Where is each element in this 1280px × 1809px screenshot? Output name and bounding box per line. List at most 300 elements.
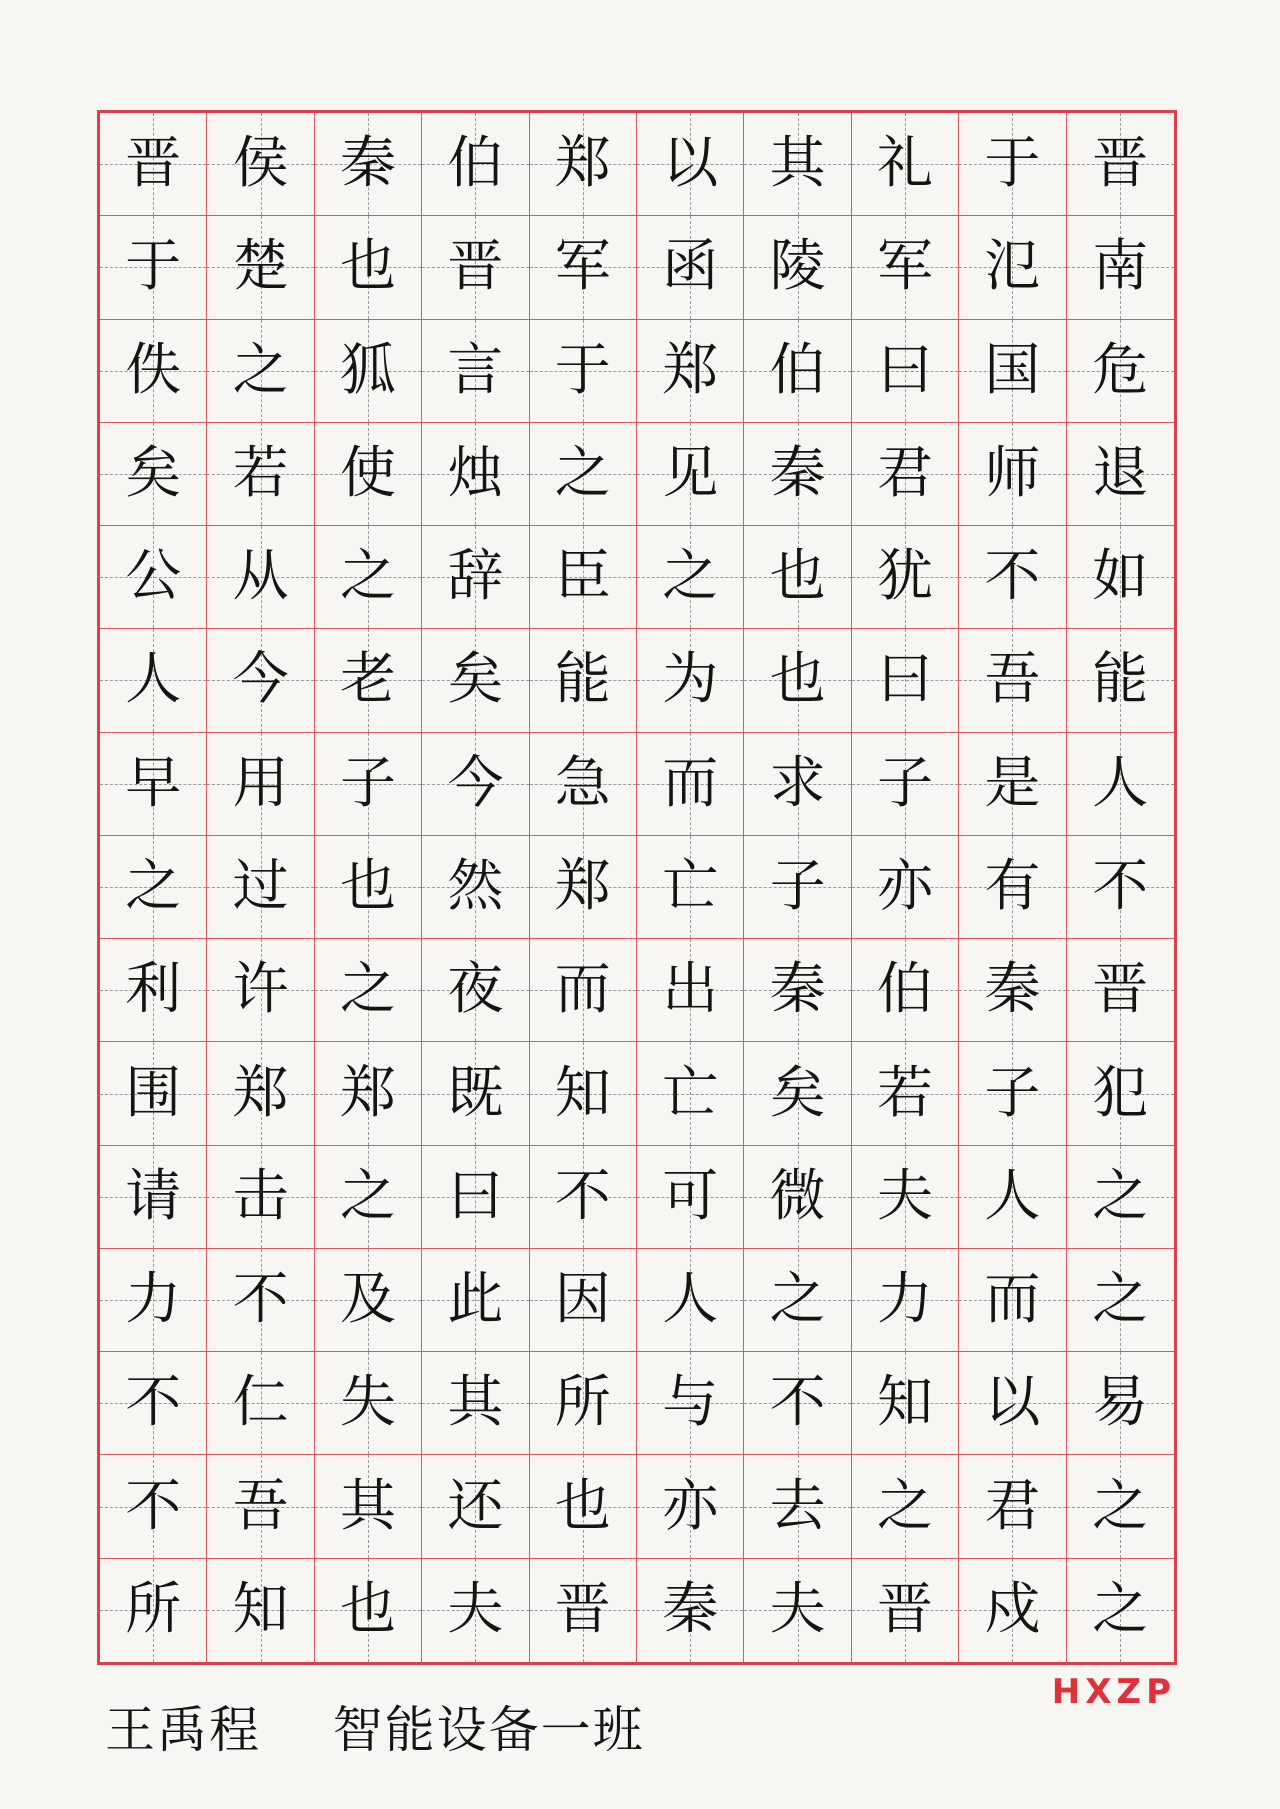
handwritten-character: 不 xyxy=(554,1163,611,1229)
handwritten-character: 之 xyxy=(554,440,611,506)
handwritten-character: 子 xyxy=(339,750,396,816)
grid-cell xyxy=(959,836,1066,939)
grid-cell xyxy=(1067,216,1174,319)
handwritten-character: 微 xyxy=(769,1163,826,1229)
grid-cell xyxy=(637,1042,744,1145)
handwritten-character: 军 xyxy=(876,234,933,300)
handwritten-character: 早 xyxy=(125,750,182,816)
handwritten-character: 亦 xyxy=(876,853,933,919)
grid-cell xyxy=(959,526,1066,629)
grid-cell xyxy=(637,1352,744,1455)
grid-cell xyxy=(315,629,422,732)
handwritten-character: 秦 xyxy=(984,957,1041,1023)
grid-cell xyxy=(422,1249,529,1352)
handwritten-character: 其 xyxy=(339,1473,396,1539)
handwritten-character: 还 xyxy=(447,1473,504,1539)
grid-cell xyxy=(1067,1455,1174,1558)
handwritten-character: 礼 xyxy=(876,131,933,197)
handwritten-character: 不 xyxy=(125,1370,182,1436)
grid-cell xyxy=(744,1352,851,1455)
handwritten-character: 伯 xyxy=(769,337,826,403)
handwritten-character: 请 xyxy=(125,1163,182,1229)
handwritten-character: 求 xyxy=(769,750,826,816)
handwritten-character: 郑 xyxy=(232,1060,289,1126)
grid-cell xyxy=(852,423,959,526)
grid-cell xyxy=(959,1146,1066,1249)
handwritten-character: 不 xyxy=(984,544,1041,610)
grid-cell xyxy=(959,1559,1066,1662)
grid-cell xyxy=(744,1249,851,1352)
grid-cell xyxy=(100,320,207,423)
handwritten-character: 之 xyxy=(125,853,182,919)
handwritten-character: 也 xyxy=(339,1577,396,1643)
handwritten-character: 之 xyxy=(1092,1163,1149,1229)
grid-cell xyxy=(315,1249,422,1352)
grid-cell xyxy=(1067,733,1174,836)
handwritten-character: 吾 xyxy=(984,647,1041,713)
grid-cell xyxy=(207,733,314,836)
grid-cell xyxy=(637,1559,744,1662)
handwritten-character: 有 xyxy=(984,853,1041,919)
handwritten-character: 使 xyxy=(339,440,396,506)
handwritten-character: 子 xyxy=(876,750,933,816)
grid-cell xyxy=(207,1146,314,1249)
grid-cell xyxy=(1067,526,1174,629)
handwritten-character: 老 xyxy=(339,647,396,713)
grid-cell xyxy=(207,1455,314,1558)
grid-cell xyxy=(530,836,637,939)
handwritten-character: 以 xyxy=(984,1370,1041,1436)
grid-cell xyxy=(959,1249,1066,1352)
handwritten-character: 曰 xyxy=(876,647,933,713)
handwritten-character: 此 xyxy=(447,1267,504,1333)
handwritten-character: 力 xyxy=(125,1267,182,1333)
grid-cell xyxy=(637,1455,744,1558)
handwritten-character: 其 xyxy=(447,1370,504,1436)
handwritten-character: 也 xyxy=(554,1473,611,1539)
handwritten-character: 晋 xyxy=(125,131,182,197)
grid-cell xyxy=(207,629,314,732)
grid-cell xyxy=(100,216,207,319)
grid-cell xyxy=(637,733,744,836)
grid-cell xyxy=(744,526,851,629)
handwritten-character: 急 xyxy=(554,750,611,816)
handwritten-character: 若 xyxy=(232,440,289,506)
author-name: 王禹程 xyxy=(105,1701,261,1759)
handwritten-character: 围 xyxy=(125,1060,182,1126)
handwritten-character: 为 xyxy=(662,647,719,713)
grid-cell xyxy=(852,216,959,319)
grid-cell xyxy=(422,1146,529,1249)
grid-cell xyxy=(1067,1042,1174,1145)
grid-cell xyxy=(637,320,744,423)
grid-cell xyxy=(959,216,1066,319)
handwritten-character: 秦 xyxy=(769,957,826,1023)
grid-cell xyxy=(637,836,744,939)
grid-cell xyxy=(1067,423,1174,526)
handwritten-character: 所 xyxy=(125,1577,182,1643)
grid-cell xyxy=(100,526,207,629)
grid-cell xyxy=(315,320,422,423)
handwritten-character: 陵 xyxy=(769,234,826,300)
handwritten-character: 利 xyxy=(125,957,182,1023)
grid-cell xyxy=(852,1042,959,1145)
handwritten-character: 之 xyxy=(1092,1473,1149,1539)
grid-cell xyxy=(852,939,959,1042)
grid-cell xyxy=(744,1559,851,1662)
grid-cell xyxy=(530,1146,637,1249)
grid-cell xyxy=(100,1455,207,1558)
handwritten-character: 退 xyxy=(1092,440,1149,506)
handwritten-character: 人 xyxy=(125,647,182,713)
handwritten-character: 辞 xyxy=(447,544,504,610)
handwritten-character: 夫 xyxy=(769,1577,826,1643)
grid-cell xyxy=(530,1559,637,1662)
handwritten-character: 过 xyxy=(232,853,289,919)
handwritten-character: 可 xyxy=(662,1163,719,1229)
grid-cell xyxy=(530,1352,637,1455)
handwritten-character: 伯 xyxy=(876,957,933,1023)
grid-cell xyxy=(637,939,744,1042)
grid-cell xyxy=(959,320,1066,423)
grid-cell xyxy=(315,939,422,1042)
signature-gap xyxy=(261,1701,333,1759)
grid-cell xyxy=(207,423,314,526)
handwritten-character: 而 xyxy=(554,957,611,1023)
grid-cell xyxy=(100,733,207,836)
grid-cell xyxy=(744,1455,851,1558)
handwritten-character: 不 xyxy=(232,1267,289,1333)
grid-cell xyxy=(1067,1146,1174,1249)
grid-cell xyxy=(852,1146,959,1249)
handwritten-character: 能 xyxy=(554,647,611,713)
grid-cell xyxy=(530,526,637,629)
handwritten-character: 也 xyxy=(769,647,826,713)
grid-cell xyxy=(1067,1249,1174,1352)
grid-cell xyxy=(959,733,1066,836)
handwritten-character: 郑 xyxy=(339,1060,396,1126)
grid-cell xyxy=(959,423,1066,526)
grid-cell xyxy=(1067,113,1174,216)
handwritten-character: 亡 xyxy=(662,853,719,919)
brand-watermark: HXZP xyxy=(1051,1672,1176,1712)
handwritten-character: 于 xyxy=(984,131,1041,197)
grid-cell xyxy=(852,629,959,732)
grid-cell xyxy=(744,836,851,939)
grid-cell xyxy=(744,733,851,836)
grid-cell xyxy=(530,423,637,526)
handwritten-character: 佚 xyxy=(125,337,182,403)
handwritten-character: 之 xyxy=(1092,1267,1149,1333)
handwritten-character: 臣 xyxy=(554,544,611,610)
author-class: 智能设备一班 xyxy=(332,1701,645,1759)
handwritten-character: 晋 xyxy=(554,1577,611,1643)
handwritten-character: 亡 xyxy=(662,1060,719,1126)
handwritten-character: 其 xyxy=(769,131,826,197)
grid-cell xyxy=(1067,836,1174,939)
grid-cell xyxy=(315,836,422,939)
grid-cell xyxy=(207,836,314,939)
handwritten-character: 言 xyxy=(447,337,504,403)
handwritten-character: 之 xyxy=(339,544,396,610)
handwritten-character: 仁 xyxy=(232,1370,289,1436)
grid-cell xyxy=(100,1352,207,1455)
grid-cell xyxy=(207,320,314,423)
handwritten-character: 矣 xyxy=(447,647,504,713)
grid-cell xyxy=(422,836,529,939)
handwritten-character: 矣 xyxy=(125,440,182,506)
handwritten-character: 知 xyxy=(232,1577,289,1643)
handwritten-character: 知 xyxy=(876,1370,933,1436)
grid-cell xyxy=(637,216,744,319)
grid-cell xyxy=(207,1249,314,1352)
handwritten-character: 矣 xyxy=(769,1060,826,1126)
grid-cell xyxy=(100,113,207,216)
handwritten-character: 晋 xyxy=(1092,131,1149,197)
handwritten-character: 人 xyxy=(1092,750,1149,816)
grid-cell xyxy=(637,629,744,732)
handwritten-character: 失 xyxy=(339,1370,396,1436)
character-grid xyxy=(100,113,1174,1662)
handwritten-character: 国 xyxy=(984,337,1041,403)
grid-cell xyxy=(530,733,637,836)
grid-cell xyxy=(530,113,637,216)
handwritten-character: 用 xyxy=(232,750,289,816)
grid-cell xyxy=(100,836,207,939)
grid-cell xyxy=(100,1249,207,1352)
handwritten-character: 危 xyxy=(1092,337,1149,403)
grid-cell xyxy=(852,1559,959,1662)
grid-cell xyxy=(422,216,529,319)
grid-cell xyxy=(422,423,529,526)
handwritten-character: 知 xyxy=(554,1060,611,1126)
handwritten-character: 之 xyxy=(339,957,396,1023)
grid-cell xyxy=(422,939,529,1042)
grid-cell xyxy=(422,1559,529,1662)
grid-cell xyxy=(637,526,744,629)
grid-cell xyxy=(422,526,529,629)
handwritten-character: 晋 xyxy=(447,234,504,300)
grid-cell xyxy=(100,423,207,526)
handwritten-character: 若 xyxy=(876,1060,933,1126)
grid-cell xyxy=(959,113,1066,216)
handwritten-character: 子 xyxy=(984,1060,1041,1126)
handwritten-character: 也 xyxy=(769,544,826,610)
handwritten-character: 与 xyxy=(662,1370,719,1436)
handwritten-character: 去 xyxy=(769,1473,826,1539)
grid-cell xyxy=(100,1559,207,1662)
grid-cell xyxy=(852,836,959,939)
handwritten-character: 晋 xyxy=(1092,957,1149,1023)
grid-cell xyxy=(530,320,637,423)
grid-cell xyxy=(744,1042,851,1145)
handwritten-character: 楚 xyxy=(232,234,289,300)
handwritten-character: 侯 xyxy=(232,131,289,197)
handwritten-character: 许 xyxy=(232,957,289,1023)
grid-cell xyxy=(207,113,314,216)
grid-cell xyxy=(744,423,851,526)
grid-cell xyxy=(744,113,851,216)
grid-cell xyxy=(422,1042,529,1145)
handwritten-character: 之 xyxy=(769,1267,826,1333)
grid-cell xyxy=(852,320,959,423)
grid-cell xyxy=(744,939,851,1042)
handwritten-character: 秦 xyxy=(339,131,396,197)
grid-cell xyxy=(422,113,529,216)
handwritten-character: 南 xyxy=(1092,234,1149,300)
grid-cell xyxy=(100,1042,207,1145)
grid-cell xyxy=(100,1146,207,1249)
handwritten-character: 秦 xyxy=(769,440,826,506)
grid-cell xyxy=(207,1042,314,1145)
handwritten-character: 夫 xyxy=(876,1163,933,1229)
handwritten-character: 戍 xyxy=(984,1577,1041,1643)
grid-cell xyxy=(530,629,637,732)
handwritten-character: 郑 xyxy=(554,131,611,197)
handwritten-character: 亦 xyxy=(662,1473,719,1539)
grid-cell xyxy=(852,1249,959,1352)
handwritten-character: 能 xyxy=(1092,647,1149,713)
grid-cell xyxy=(959,1042,1066,1145)
handwritten-character: 然 xyxy=(447,853,504,919)
grid-cell xyxy=(315,423,422,526)
handwritten-character: 之 xyxy=(339,1163,396,1229)
handwritten-character: 人 xyxy=(662,1267,719,1333)
grid-cell xyxy=(315,1559,422,1662)
handwritten-character: 师 xyxy=(984,440,1041,506)
handwritten-character: 易 xyxy=(1092,1370,1149,1436)
handwritten-character: 郑 xyxy=(554,853,611,919)
grid-cell xyxy=(530,1455,637,1558)
handwritten-character: 如 xyxy=(1092,544,1149,610)
grid-cell xyxy=(852,1455,959,1558)
handwritten-character: 是 xyxy=(984,750,1041,816)
handwritten-character: 也 xyxy=(339,234,396,300)
grid-cell xyxy=(315,733,422,836)
grid-cell xyxy=(1067,1559,1174,1662)
handwritten-character: 于 xyxy=(125,234,182,300)
grid-cell xyxy=(1067,629,1174,732)
calligraphy-grid-sheet xyxy=(97,110,1177,1665)
grid-cell xyxy=(959,939,1066,1042)
handwritten-character: 郑 xyxy=(662,337,719,403)
handwritten-character: 而 xyxy=(662,750,719,816)
grid-cell xyxy=(959,1352,1066,1455)
grid-cell xyxy=(422,629,529,732)
handwritten-character: 犹 xyxy=(876,544,933,610)
grid-cell xyxy=(315,1146,422,1249)
handwritten-character: 曰 xyxy=(876,337,933,403)
grid-cell xyxy=(100,939,207,1042)
grid-cell xyxy=(637,1249,744,1352)
handwritten-character: 不 xyxy=(769,1370,826,1436)
grid-cell xyxy=(744,629,851,732)
handwritten-character: 公 xyxy=(125,544,182,610)
grid-cell xyxy=(422,320,529,423)
handwritten-character: 君 xyxy=(984,1473,1041,1539)
handwritten-character: 之 xyxy=(876,1473,933,1539)
grid-cell xyxy=(744,320,851,423)
handwritten-character: 吾 xyxy=(232,1473,289,1539)
grid-cell xyxy=(744,1146,851,1249)
grid-cell xyxy=(315,216,422,319)
handwritten-character: 晋 xyxy=(876,1577,933,1643)
handwritten-character: 氾 xyxy=(984,234,1041,300)
handwritten-character: 之 xyxy=(662,544,719,610)
grid-cell xyxy=(1067,320,1174,423)
handwritten-character: 之 xyxy=(232,337,289,403)
handwritten-character: 从 xyxy=(232,544,289,610)
grid-cell xyxy=(530,1249,637,1352)
grid-cell xyxy=(959,1455,1066,1558)
grid-cell xyxy=(207,1352,314,1455)
grid-cell xyxy=(530,1042,637,1145)
grid-cell xyxy=(744,216,851,319)
handwritten-character: 所 xyxy=(554,1370,611,1436)
handwritten-character: 伯 xyxy=(447,131,504,197)
handwritten-character: 犯 xyxy=(1092,1060,1149,1126)
handwritten-character: 及 xyxy=(339,1267,396,1333)
handwritten-character: 以 xyxy=(662,131,719,197)
grid-cell xyxy=(207,1559,314,1662)
handwritten-character: 函 xyxy=(662,234,719,300)
handwritten-character: 力 xyxy=(876,1267,933,1333)
handwritten-character: 击 xyxy=(232,1163,289,1229)
handwritten-character: 子 xyxy=(769,853,826,919)
handwritten-character: 而 xyxy=(984,1267,1041,1333)
handwritten-character: 不 xyxy=(1092,853,1149,919)
grid-cell xyxy=(530,216,637,319)
grid-cell xyxy=(422,1352,529,1455)
handwritten-character: 因 xyxy=(554,1267,611,1333)
handwritten-character: 军 xyxy=(554,234,611,300)
grid-cell xyxy=(959,629,1066,732)
handwritten-character: 人 xyxy=(984,1163,1041,1229)
handwritten-character: 今 xyxy=(232,647,289,713)
grid-cell xyxy=(852,526,959,629)
grid-cell xyxy=(530,939,637,1042)
grid-cell xyxy=(207,939,314,1042)
grid-cell xyxy=(315,1455,422,1558)
grid-cell xyxy=(100,629,207,732)
grid-cell xyxy=(1067,939,1174,1042)
grid-cell xyxy=(207,526,314,629)
grid-cell xyxy=(852,1352,959,1455)
handwritten-character: 今 xyxy=(447,750,504,816)
grid-cell xyxy=(852,113,959,216)
handwritten-character: 既 xyxy=(447,1060,504,1126)
grid-cell xyxy=(637,423,744,526)
grid-cell xyxy=(315,1352,422,1455)
grid-cell xyxy=(315,113,422,216)
handwritten-character: 之 xyxy=(1092,1577,1149,1643)
grid-cell xyxy=(422,1455,529,1558)
grid-cell xyxy=(637,113,744,216)
grid-cell xyxy=(315,1042,422,1145)
handwritten-character: 见 xyxy=(662,440,719,506)
handwritten-character: 夜 xyxy=(447,957,504,1023)
handwritten-character: 曰 xyxy=(447,1163,504,1229)
handwritten-character: 也 xyxy=(339,853,396,919)
handwritten-character: 狐 xyxy=(339,337,396,403)
handwritten-character: 烛 xyxy=(447,440,504,506)
handwritten-character: 不 xyxy=(125,1473,182,1539)
grid-cell xyxy=(1067,1352,1174,1455)
handwritten-character: 于 xyxy=(554,337,611,403)
handwritten-character: 夫 xyxy=(447,1577,504,1643)
handwritten-character: 君 xyxy=(876,440,933,506)
grid-cell xyxy=(315,526,422,629)
